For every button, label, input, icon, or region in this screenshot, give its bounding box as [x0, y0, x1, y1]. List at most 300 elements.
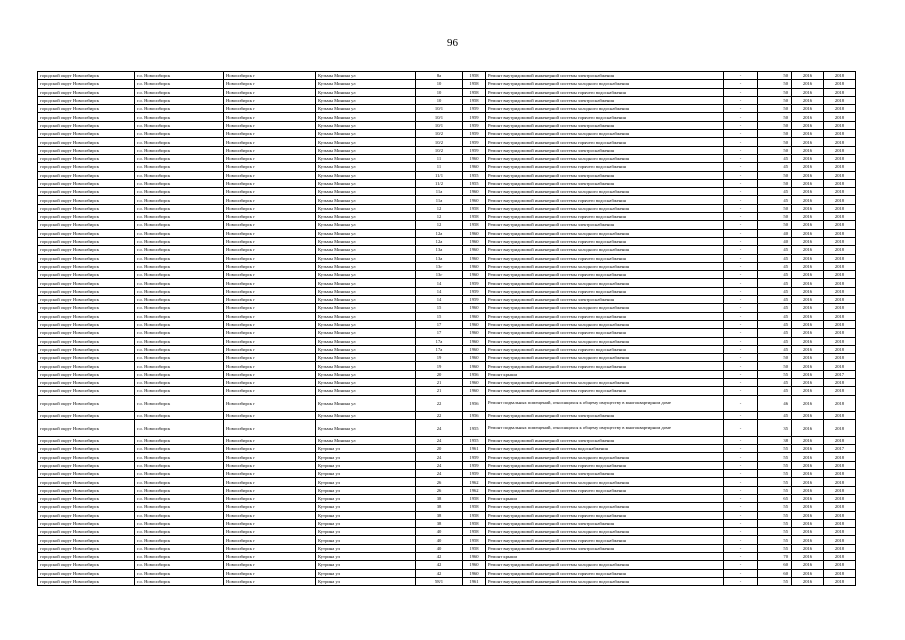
work-type-cell: Ремонт внутридомовой инженерной системы холодного водоснабжения — [486, 105, 724, 113]
house-number-cell: 26 — [416, 486, 463, 494]
value-cell: 50 — [758, 146, 792, 154]
build-year-cell: 1960 — [463, 312, 486, 320]
street-cell: Кузьмы Минина ул — [316, 345, 416, 353]
work-type-cell: Ремонт внутридомовой инженерной системы холодного водоснабжения — [486, 453, 724, 461]
street-cell: Кузьмы Минина ул — [316, 254, 416, 262]
dash-cell: - — [724, 503, 758, 511]
work-type-cell: Ремонт внутридомовой инженерной системы водоснабжения — [486, 445, 724, 453]
year-end-cell: 2018 — [824, 279, 856, 287]
municipality-cell: г.о. Новосибирск — [135, 80, 224, 88]
work-type-cell: Ремонт внутридомовой инженерной системы электроснабжения — [486, 519, 724, 527]
build-year-cell: 1960 — [463, 196, 486, 204]
table-row — [38, 420, 856, 437]
table-row — [38, 528, 856, 536]
street-cell: Кузьмы Минина ул — [316, 179, 416, 187]
settlement-cell: Новосибирск г — [224, 503, 316, 511]
municipal-district-cell: городской округ Новосибирск — [38, 221, 135, 229]
value-cell: 45 — [758, 312, 792, 320]
house-number-cell: 22 — [416, 395, 463, 412]
house-number-cell: 24 — [416, 436, 463, 444]
year-start-cell: 2016 — [792, 254, 824, 262]
work-type-cell: Ремонт внутридомовой инженерной системы электроснабжения — [486, 296, 724, 304]
work-type-cell: Ремонт внутридомовой инженерной системы холодного водоснабжения — [486, 478, 724, 486]
municipal-district-cell: городской округ Новосибирск — [38, 246, 135, 254]
street-cell: Кузьмы Минина ул — [316, 196, 416, 204]
year-start-cell: 2016 — [792, 312, 824, 320]
year-start-cell: 2016 — [792, 246, 824, 254]
work-type-cell: Ремонт внутридомовой инженерной системы холодного водоснабжения — [486, 378, 724, 386]
street-cell: Кутрина ул — [316, 511, 416, 519]
municipality-cell: г.о. Новосибирск — [135, 511, 224, 519]
house-number-cell: 21 — [416, 387, 463, 395]
build-year-cell: 1960 — [463, 246, 486, 254]
year-end-cell: 2018 — [824, 237, 856, 245]
dash-cell: - — [724, 378, 758, 386]
municipal-district-cell: городской округ Новосибирск — [38, 296, 135, 304]
house-number-cell: 10 — [416, 80, 463, 88]
settlement-cell: Новосибирск г — [224, 154, 316, 162]
year-start-cell: 2016 — [792, 494, 824, 502]
table-row — [38, 312, 856, 320]
year-end-cell: 2018 — [824, 387, 856, 395]
year-end-cell: 2018 — [824, 528, 856, 536]
year-start-cell: 2016 — [792, 113, 824, 121]
value-cell: 55 — [758, 470, 792, 478]
street-cell: Кутрина ул — [316, 561, 416, 569]
dash-cell: - — [724, 138, 758, 146]
house-number-cell: 10 — [416, 88, 463, 96]
house-number-cell: 11 — [416, 154, 463, 162]
work-type-cell: Ремонт внутридомовой инженерной системы горячего водоснабжения — [486, 461, 724, 469]
dash-cell: - — [724, 188, 758, 196]
work-type-cell: Ремонт внутридомовой инженерной системы горячего водоснабжения — [486, 88, 724, 96]
build-year-cell: 1959 — [463, 138, 486, 146]
year-end-cell: 2018 — [824, 329, 856, 337]
table-row — [38, 395, 856, 412]
street-cell: Кузьмы Минина ул — [316, 163, 416, 171]
street-cell: Кузьмы Минина ул — [316, 121, 416, 129]
house-number-cell: 14 — [416, 296, 463, 304]
settlement-cell: Новосибирск г — [224, 237, 316, 245]
year-start-cell: 2016 — [792, 528, 824, 536]
municipal-district-cell: городской округ Новосибирск — [38, 320, 135, 328]
work-type-cell: Ремонт внутридомовой инженерной системы холодного водоснабжения — [486, 154, 724, 162]
settlement-cell: Новосибирск г — [224, 395, 316, 412]
year-start-cell: 2016 — [792, 577, 824, 585]
build-year-cell: 1961 — [463, 445, 486, 453]
municipality-cell: г.о. Новосибирск — [135, 304, 224, 312]
dash-cell: - — [724, 105, 758, 113]
work-type-cell: Ремонт внутридомовой инженерной системы электроснабжения — [486, 146, 724, 154]
house-number-cell: 42 — [416, 561, 463, 569]
dash-cell: - — [724, 96, 758, 104]
value-cell: 55 — [758, 486, 792, 494]
year-start-cell: 2016 — [792, 536, 824, 544]
municipal-district-cell: городской округ Новосибирск — [38, 494, 135, 502]
dash-cell: - — [724, 553, 758, 561]
build-year-cell: 1958 — [463, 213, 486, 221]
build-year-cell: 1959 — [463, 296, 486, 304]
value-cell: 60 — [758, 569, 792, 577]
dash-cell: - — [724, 287, 758, 295]
table-row — [38, 72, 856, 80]
dash-cell: - — [724, 362, 758, 370]
settlement-cell: Новосибирск г — [224, 470, 316, 478]
street-cell: Кузьмы Минина ул — [316, 204, 416, 212]
street-cell: Кузьмы Минина ул — [316, 113, 416, 121]
build-year-cell: 1962 — [463, 478, 486, 486]
year-end-cell: 2018 — [824, 179, 856, 187]
dash-cell: - — [724, 395, 758, 412]
dash-cell: - — [724, 453, 758, 461]
municipal-district-cell: городской округ Новосибирск — [38, 461, 135, 469]
year-start-cell: 2016 — [792, 72, 824, 80]
year-end-cell: 2018 — [824, 536, 856, 544]
street-cell: Кузьмы Минина ул — [316, 271, 416, 279]
settlement-cell: Новосибирск г — [224, 412, 316, 420]
municipal-district-cell: городской округ Новосибирск — [38, 154, 135, 162]
settlement-cell: Новосибирск г — [224, 312, 316, 320]
build-year-cell: 1958 — [463, 96, 486, 104]
street-cell: Кузьмы Минина ул — [316, 105, 416, 113]
value-cell: 55 — [758, 536, 792, 544]
settlement-cell: Новосибирск г — [224, 577, 316, 585]
municipal-district-cell: городской округ Новосибирск — [38, 204, 135, 212]
year-end-cell: 2018 — [824, 503, 856, 511]
table-row — [38, 254, 856, 262]
settlement-cell: Новосибирск г — [224, 362, 316, 370]
year-end-cell: 2018 — [824, 395, 856, 412]
value-cell: 70 — [758, 553, 792, 561]
year-end-cell: 2018 — [824, 544, 856, 552]
year-end-cell: 2018 — [824, 461, 856, 469]
dash-cell: - — [724, 237, 758, 245]
value-cell: 50 — [758, 179, 792, 187]
municipality-cell: г.о. Новосибирск — [135, 436, 224, 444]
work-type-cell: Ремонт внутридомовой инженерной системы электроснабжения — [486, 221, 724, 229]
year-start-cell: 2016 — [792, 138, 824, 146]
work-type-cell: Ремонт крыши — [486, 370, 724, 378]
year-start-cell: 2016 — [792, 470, 824, 478]
municipal-district-cell: городской округ Новосибирск — [38, 544, 135, 552]
municipal-district-cell: городской округ Новосибирск — [38, 163, 135, 171]
house-number-cell: 20 — [416, 370, 463, 378]
year-end-cell: 2018 — [824, 511, 856, 519]
year-start-cell: 2016 — [792, 121, 824, 129]
street-cell: Кутрина ул — [316, 445, 416, 453]
value-cell: 40 — [758, 237, 792, 245]
year-end-cell: 2017 — [824, 370, 856, 378]
street-cell: Кузьмы Минина ул — [316, 146, 416, 154]
street-cell: Кузьмы Минина ул — [316, 354, 416, 362]
build-year-cell: 1958 — [463, 221, 486, 229]
house-number-cell: 12 — [416, 221, 463, 229]
dash-cell: - — [724, 420, 758, 437]
municipality-cell: г.о. Новосибирск — [135, 470, 224, 478]
house-number-cell: 40 — [416, 536, 463, 544]
value-cell: 45 — [758, 412, 792, 420]
table-row — [38, 80, 856, 88]
municipality-cell: г.о. Новосибирск — [135, 279, 224, 287]
street-cell: Кутрина ул — [316, 528, 416, 536]
municipal-district-cell: городской округ Новосибирск — [38, 528, 135, 536]
year-end-cell: 2018 — [824, 196, 856, 204]
year-start-cell: 2016 — [792, 387, 824, 395]
value-cell: 45 — [758, 246, 792, 254]
year-end-cell: 2018 — [824, 96, 856, 104]
year-start-cell: 2016 — [792, 163, 824, 171]
house-number-cell: 10/2 — [416, 130, 463, 138]
year-end-cell: 2018 — [824, 213, 856, 221]
house-number-cell: 22 — [416, 412, 463, 420]
value-cell: 45 — [758, 254, 792, 262]
table-row — [38, 337, 856, 345]
build-year-cell: 1958 — [463, 544, 486, 552]
house-number-cell: 13г — [416, 262, 463, 270]
street-cell: Кузьмы Минина ул — [316, 154, 416, 162]
street-cell: Кузьмы Минина ул — [316, 171, 416, 179]
dash-cell: - — [724, 154, 758, 162]
work-type-cell: Ремонт подвальных помещений, относящихся к общему имуществу в многоквартирном доме — [486, 420, 724, 437]
year-end-cell: 2018 — [824, 320, 856, 328]
year-end-cell: 2018 — [824, 486, 856, 494]
year-start-cell: 2016 — [792, 221, 824, 229]
settlement-cell: Новосибирск г — [224, 271, 316, 279]
house-number-cell: 19 — [416, 354, 463, 362]
settlement-cell: Новосибирск г — [224, 146, 316, 154]
municipal-district-cell: городской округ Новосибирск — [38, 130, 135, 138]
value-cell: 45 — [758, 378, 792, 386]
municipal-district-cell: городской округ Новосибирск — [38, 453, 135, 461]
municipality-cell: г.о. Новосибирск — [135, 478, 224, 486]
table-row — [38, 296, 856, 304]
year-start-cell: 2016 — [792, 378, 824, 386]
settlement-cell: Новосибирск г — [224, 337, 316, 345]
settlement-cell: Новосибирск г — [224, 96, 316, 104]
settlement-cell: Новосибирск г — [224, 287, 316, 295]
municipal-district-cell: городской округ Новосибирск — [38, 378, 135, 386]
year-start-cell: 2016 — [792, 237, 824, 245]
year-end-cell: 2018 — [824, 577, 856, 585]
table-row — [38, 287, 856, 295]
work-type-cell: Ремонт внутридомовой инженерной системы горячего водоснабжения — [486, 113, 724, 121]
work-type-cell: Ремонт внутридомовой инженерной системы горячего водоснабжения — [486, 387, 724, 395]
value-cell: 50 — [758, 130, 792, 138]
street-cell: Кузьмы Минина ул — [316, 304, 416, 312]
value-cell: 40 — [758, 229, 792, 237]
street-cell: Кузьмы Минина ул — [316, 138, 416, 146]
street-cell: Кутрина ул — [316, 503, 416, 511]
work-type-cell: Ремонт внутридомовой инженерной системы электроснабжения — [486, 544, 724, 552]
house-number-cell: 17 — [416, 320, 463, 328]
municipal-district-cell: городской округ Новосибирск — [38, 105, 135, 113]
build-year-cell: 1956 — [463, 370, 486, 378]
municipality-cell: г.о. Новосибирск — [135, 337, 224, 345]
street-cell: Кутрина ул — [316, 494, 416, 502]
street-cell: Кузьмы Минина ул — [316, 412, 416, 420]
build-year-cell: 1959 — [463, 470, 486, 478]
value-cell: 50 — [758, 204, 792, 212]
municipal-district-cell: городской округ Новосибирск — [38, 146, 135, 154]
dash-cell: - — [724, 221, 758, 229]
municipal-district-cell: городской округ Новосибирск — [38, 72, 135, 80]
house-number-cell: 40 — [416, 544, 463, 552]
build-year-cell: 1955 — [463, 171, 486, 179]
house-number-cell: 12 — [416, 213, 463, 221]
municipality-cell: г.о. Новосибирск — [135, 154, 224, 162]
build-year-cell: 1960 — [463, 254, 486, 262]
build-year-cell: 1958 — [463, 536, 486, 544]
work-type-cell: Ремонт внутридомовой инженерной системы холодного водоснабжения — [486, 337, 724, 345]
table-row — [38, 478, 856, 486]
municipal-district-cell: городской округ Новосибирск — [38, 362, 135, 370]
house-number-cell: 13а — [416, 246, 463, 254]
municipality-cell: г.о. Новосибирск — [135, 503, 224, 511]
municipality-cell: г.о. Новосибирск — [135, 105, 224, 113]
dash-cell: - — [724, 569, 758, 577]
year-end-cell: 2018 — [824, 378, 856, 386]
table-row — [38, 130, 856, 138]
year-end-cell: 2018 — [824, 494, 856, 502]
municipal-district-cell: городской округ Новосибирск — [38, 80, 135, 88]
dash-cell: - — [724, 577, 758, 585]
table-row — [38, 246, 856, 254]
street-cell: Кузьмы Минина ул — [316, 221, 416, 229]
settlement-cell: Новосибирск г — [224, 420, 316, 437]
year-end-cell: 2018 — [824, 519, 856, 527]
year-start-cell: 2016 — [792, 519, 824, 527]
year-start-cell: 2016 — [792, 395, 824, 412]
house-number-cell: 38 — [416, 511, 463, 519]
street-cell: Кузьмы Минина ул — [316, 279, 416, 287]
year-start-cell: 2016 — [792, 204, 824, 212]
municipality-cell: г.о. Новосибирск — [135, 213, 224, 221]
municipal-district-cell: городской округ Новосибирск — [38, 561, 135, 569]
municipal-district-cell: городской округ Новосибирск — [38, 569, 135, 577]
year-start-cell: 2016 — [792, 354, 824, 362]
house-number-cell: 13г — [416, 271, 463, 279]
municipal-district-cell: городской округ Новосибирск — [38, 179, 135, 187]
municipality-cell: г.о. Новосибирск — [135, 271, 224, 279]
year-end-cell: 2018 — [824, 138, 856, 146]
year-end-cell: 2018 — [824, 188, 856, 196]
municipal-district-cell: городской округ Новосибирск — [38, 271, 135, 279]
municipality-cell: г.о. Новосибирск — [135, 387, 224, 395]
year-start-cell: 2016 — [792, 561, 824, 569]
settlement-cell: Новосибирск г — [224, 254, 316, 262]
year-start-cell: 2016 — [792, 262, 824, 270]
municipal-district-cell: городской округ Новосибирск — [38, 229, 135, 237]
dash-cell: - — [724, 229, 758, 237]
year-start-cell: 2016 — [792, 296, 824, 304]
build-year-cell: 1958 — [463, 80, 486, 88]
settlement-cell: Новосибирск г — [224, 204, 316, 212]
work-type-cell: Ремонт внутридомовой инженерной системы электроснабжения — [486, 436, 724, 444]
house-number-cell: 21 — [416, 378, 463, 386]
settlement-cell: Новосибирск г — [224, 354, 316, 362]
street-cell: Кузьмы Минина ул — [316, 296, 416, 304]
table-row — [38, 320, 856, 328]
dash-cell: - — [724, 412, 758, 420]
year-start-cell: 2016 — [792, 544, 824, 552]
municipality-cell: г.о. Новосибирск — [135, 221, 224, 229]
year-start-cell: 2016 — [792, 271, 824, 279]
municipal-district-cell: городской округ Новосибирск — [38, 113, 135, 121]
street-cell: Кутрина ул — [316, 486, 416, 494]
settlement-cell: Новосибирск г — [224, 105, 316, 113]
work-type-cell: Ремонт крыши — [486, 553, 724, 561]
year-start-cell: 2016 — [792, 329, 824, 337]
value-cell: 50 — [758, 105, 792, 113]
dash-cell: - — [724, 536, 758, 544]
municipal-district-cell: городской округ Новосибирск — [38, 279, 135, 287]
street-cell: Кутрина ул — [316, 577, 416, 585]
street-cell: Кузьмы Минина ул — [316, 312, 416, 320]
year-end-cell: 2018 — [824, 287, 856, 295]
dash-cell: - — [724, 296, 758, 304]
dash-cell: - — [724, 387, 758, 395]
table-row — [38, 146, 856, 154]
municipality-cell: г.о. Новосибирск — [135, 88, 224, 96]
municipality-cell: г.о. Новосибирск — [135, 569, 224, 577]
municipality-cell: г.о. Новосибирск — [135, 287, 224, 295]
build-year-cell: 1960 — [463, 262, 486, 270]
settlement-cell: Новосибирск г — [224, 163, 316, 171]
municipality-cell: г.о. Новосибирск — [135, 237, 224, 245]
work-type-cell: Ремонт внутридомовой инженерной системы холодного водоснабжения — [486, 130, 724, 138]
work-type-cell: Ремонт внутридомовой инженерной системы электроснабжения — [486, 171, 724, 179]
municipality-cell: г.о. Новосибирск — [135, 486, 224, 494]
dash-cell: - — [724, 470, 758, 478]
build-year-cell: 1959 — [463, 105, 486, 113]
work-type-cell: Ремонт внутридомовой инженерной системы холодного водоснабжения — [486, 188, 724, 196]
municipality-cell: г.о. Новосибирск — [135, 246, 224, 254]
municipal-district-cell: городской округ Новосибирск — [38, 536, 135, 544]
year-end-cell: 2018 — [824, 105, 856, 113]
municipality-cell: г.о. Новосибирск — [135, 445, 224, 453]
table-row — [38, 271, 856, 279]
year-end-cell: 2018 — [824, 146, 856, 154]
year-end-cell: 2018 — [824, 345, 856, 353]
year-end-cell: 2018 — [824, 80, 856, 88]
street-cell: Кузьмы Минина ул — [316, 287, 416, 295]
municipal-district-cell: городской округ Новосибирск — [38, 354, 135, 362]
table-row — [38, 387, 856, 395]
settlement-cell: Новосибирск г — [224, 88, 316, 96]
value-cell: 45 — [758, 262, 792, 270]
dash-cell: - — [724, 528, 758, 536]
year-start-cell: 2016 — [792, 146, 824, 154]
build-year-cell: 1960 — [463, 337, 486, 345]
house-number-cell: 10 — [416, 96, 463, 104]
settlement-cell: Новосибирск г — [224, 478, 316, 486]
settlement-cell: Новосибирск г — [224, 553, 316, 561]
build-year-cell: 1955 — [463, 436, 486, 444]
year-end-cell: 2018 — [824, 296, 856, 304]
dash-cell: - — [724, 72, 758, 80]
year-start-cell: 2016 — [792, 412, 824, 420]
value-cell: 45 — [758, 287, 792, 295]
municipality-cell: г.о. Новосибирск — [135, 171, 224, 179]
value-cell: 50 — [758, 221, 792, 229]
work-type-cell: Ремонт внутридомовой инженерной системы горячего водоснабжения — [486, 312, 724, 320]
build-year-cell: 1955 — [463, 420, 486, 437]
work-type-cell: Ремонт внутридомовой инженерной системы электроснабжения — [486, 470, 724, 478]
value-cell: 55 — [758, 528, 792, 536]
municipal-district-cell: городской округ Новосибирск — [38, 503, 135, 511]
table-row — [38, 196, 856, 204]
work-type-cell: Ремонт внутридомовой инженерной системы холодного водоснабжения — [486, 528, 724, 536]
